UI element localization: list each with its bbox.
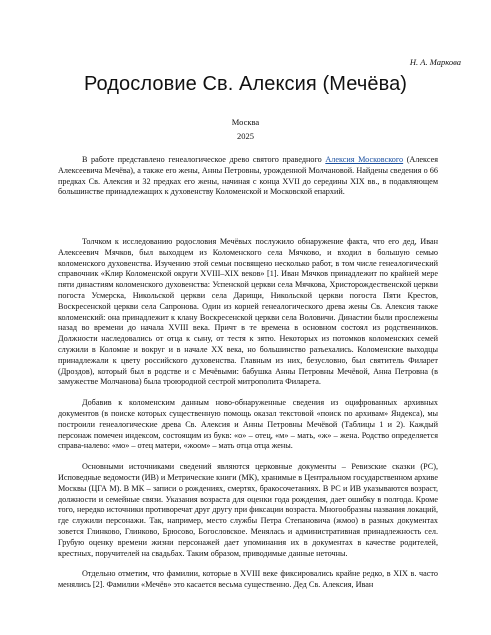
abstract-text-end: (Алексея Алексеевича Мечёва), а также его жены, Анны Петровны, урожденной Молчановой. Найдены сведения о 66 предках Св. Алексия и 32 предках его жены, начиная с конца XVII до середины XIX вв., в подавляющем большинстве принадлежащих к духовенству Коломенской и Московской епархий. [58, 155, 438, 197]
abstract [58, 155, 438, 198]
body-paragraph: Толчком к исследованию родословия Мечёвых послужило обнаружение факта, что его дед, Иван Алексеевич Мячков, был выходцем из Коломенского села Мячково, и входил в большую семью коломенского духовенства. Изучению этой семьи посвящено несколько работ, в том числе генеалогический справочник «Клир Коломенской округи XVIII–XIX веков» [1]. Иван Мячков принадлежит по крайней мере пяти династиям коломенского духовенства: Успенской церкви села Мячкова, Христорождественской церкви погоста Усмерска, Никольской церкви села Дарищи, Никольской церкви погоста Пяти Крестов, Воскресенской церкви села Сапронова. Один из корней генеалогического древа жены Св. Алексия также коломенский: она принадлежит к клану Воскресенской церкви села Воловичи. Династии были прослежены назад во времени до начала XVIII века. Причт в те времена в основном состоял из родственников. Должности наследовались от отца к сыну, от тестя к зятю. Некоторых из потомков коломенских семей служили в Коломне и вокруг и в начале XX века, но большинство разъехались. Коломенские выходцы принадлежали к цвету российского духовенства. Главным из них, безусловно, был святитель Филарет (Дроздов), который был в родстве и с Мечёвыми: бабушка Анны Петровны Мечёвой, Анна Петровна (в замужестве Молчанова) была троюродной сестрой митрополита Филарета. [58, 237, 438, 387]
publication-year: 2025 [237, 131, 254, 141]
body-paragraph: Отдельно отметим, что фамилии, которые в XVIII веке фиксировались крайне редко, в XIX в. часто менялись [2]. Фамилии «Мечёв» это касается весьма существенно. Дед Св. Алексия, Иван [58, 569, 438, 590]
publication-city: Москва [231, 117, 260, 127]
abstract-text-start: В работе представлено генеалогическое древо святого праведного [82, 155, 326, 164]
document-title: Родословие Св. Алексия (Мечёва) [83, 73, 408, 95]
author-name: Н. А. Маркова [409, 57, 461, 67]
main-text [58, 237, 438, 591]
body-paragraph: Основными источниками сведений являются церковные документы – Ревизские сказки (РС), Исповедные ведомости (ИВ) и Метрические книги (МК), хранимые в Центральном государственном архиве Москвы (ЦГА М). В МК – записи о рождениях, смертях, бракосочетаниях. В РС и ИВ указываются возраст, должности и семейные связи. Указания возраста для оценки года рождения, дает ошибку в полгода. Кроме того, нередко источники противоречат друг другу при фиксации возраста. Многообразны названия локаций, где служили персонажи. Так, например, место службы Петра Степановича (жмоо) в разных документах зовется Глинково, Глинково, Брюсово, Богословское. Менялась и административная принадлежность сел. Грубую оценку времени жизни персонажей дает упоминания их в документах в качестве родителей, крестных, поручителей на свадьбах. Таким образом, приводимые данные неточны. [58, 462, 438, 558]
body-paragraph: Добавив к коломенским данным ново-обнаруженные сведения из оцифрованных архивных документов (в поиске которых существенную помощь оказал текстовой «поиск по архивам» Яндекса), мы построили генеалогические древа Св. Алексия и Анны Петровны Мечёвой (Таблицы 1 и 2). Каждый персонаж помечен индексом, состоящим из букв: «о» – отец, «м» – мать, «ж» – жена. Родство определяется справа-налево: «мо» – отец матери, «жоом» – мать отца отца жены. [58, 398, 438, 451]
abstract-paragraph [58, 155, 438, 198]
saint-alexius-link[interactable]: Алексия Московского [325, 155, 404, 164]
